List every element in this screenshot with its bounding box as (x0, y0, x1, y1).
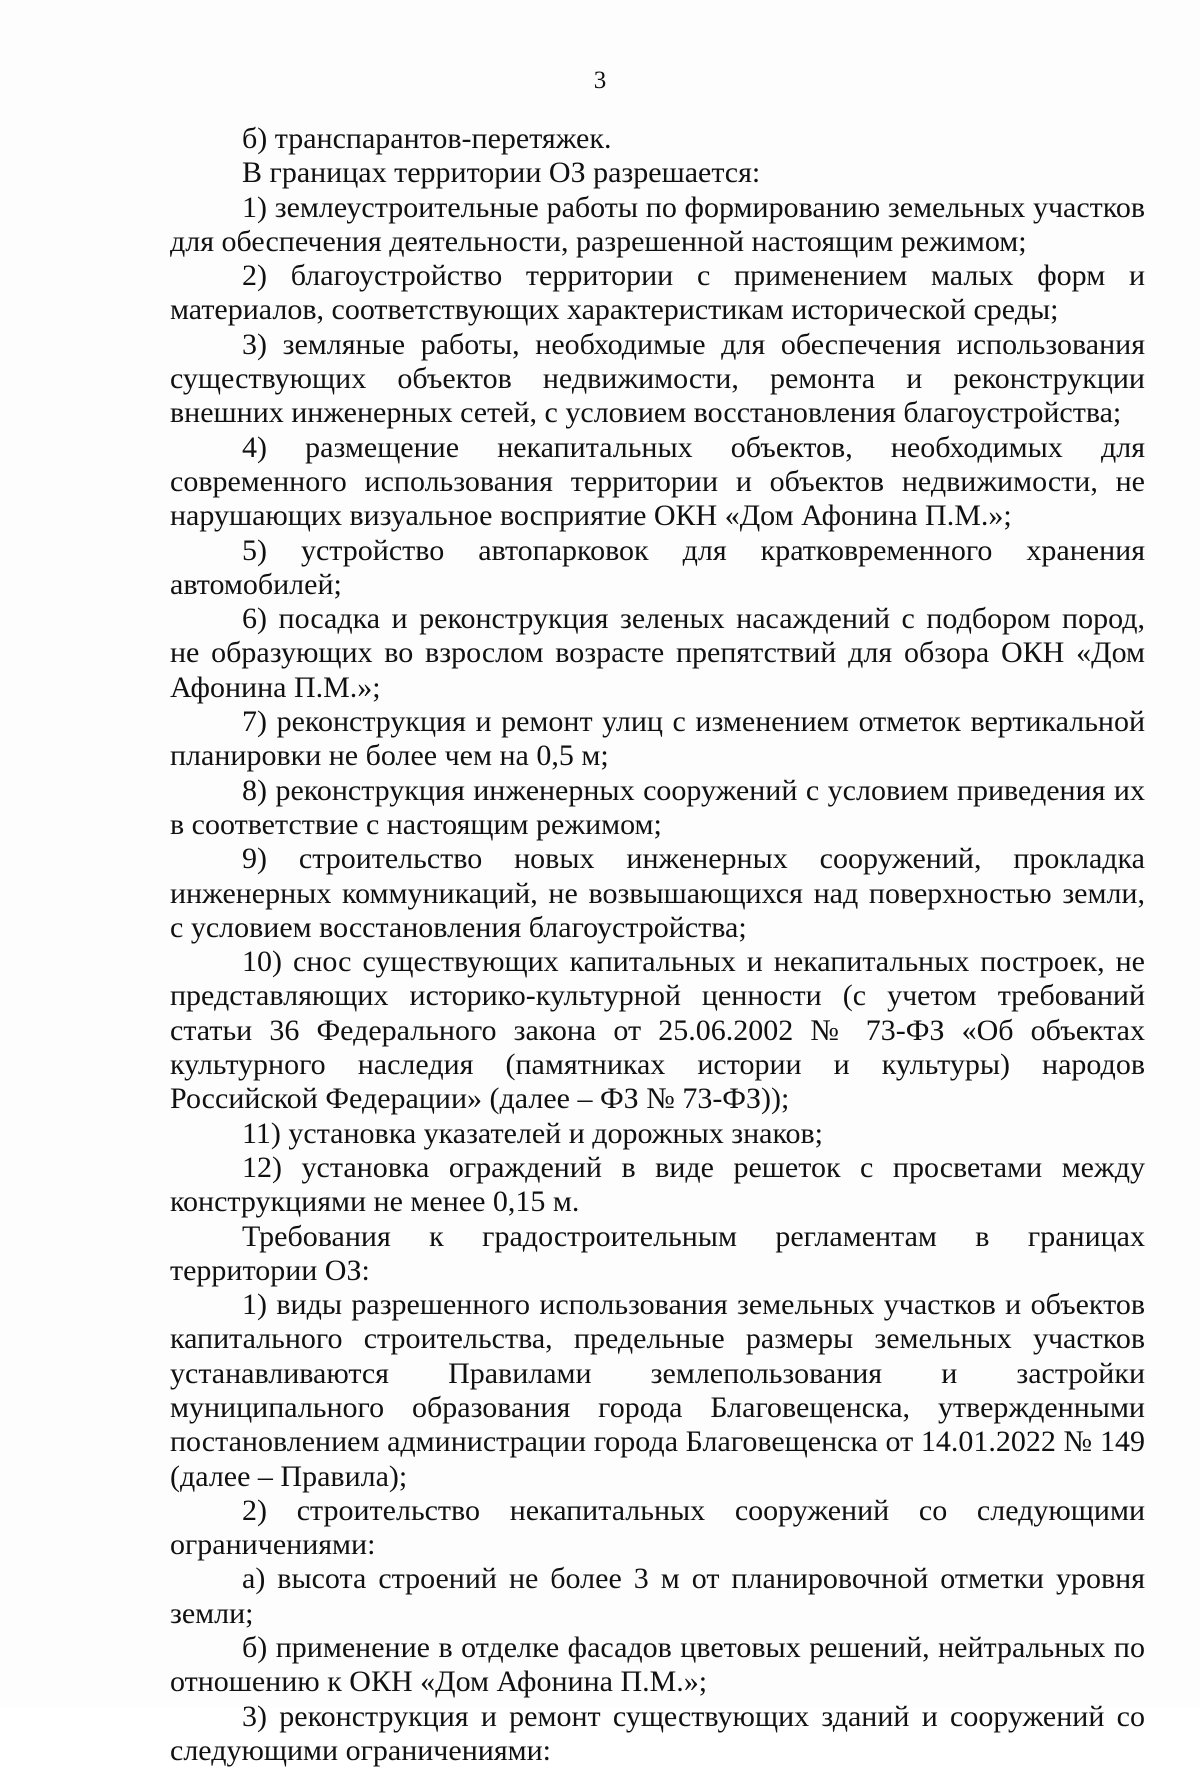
paragraph: 9) строительство новых инженерных сооружений, прокладка инженерных коммуникаций, не возвышающихся над поверхностью земли, с условием восстановления благоустройства; (170, 842, 1145, 944)
page-number: 3 (593, 67, 607, 94)
paragraph: 3) реконструкция и ремонт существующих зданий и сооружений со следующими ограничениями: (170, 1699, 1145, 1767)
paragraph: 1) виды разрешенного использования земельных участков и объектов капитального строительства, предельные размеры земельных участков устанавливаются Правилами землепользования и застройки муниципального образования города Благовещенска, утвержденными постановлением администрации города Благовещенска от 14.01.2022 № 149 (далее – Правила); (170, 1288, 1145, 1493)
paragraph: 3) земляные работы, необходимые для обеспечения использования существующих объектов недвижимости, ремонта и реконструкции внешних инженерных сетей, с условием восстановления благоустройства; (170, 327, 1145, 430)
paragraph: 2) благоустройство территории с применением малых форм и материалов, соответствующих характеристикам исторической среды; (170, 259, 1145, 327)
paragraph: 10) снос существующих капитальных и некапитальных построек, не представляющих историко-культурной ценности (с учетом требований статьи 36 Федерального закона от 25.06.2002 № 73-ФЗ «Об объектах культурного наследия (памятниках истории и культуры) народов Российской Федерации» (далее – ФЗ № 73-ФЗ)); (170, 945, 1145, 1116)
paragraph: б) транспарантов-перетяжек. (242, 122, 612, 155)
paragraph: 6) посадка и реконструкция зеленых насаждений с подбором пород, не образующих во взрослом возрасте препятствий для обзора ОКН «Дом Афонина П.М.»; (170, 602, 1145, 704)
paragraph: 4) размещение некапитальных объектов, необходимых для современного использования территории и объектов недвижимости, не нарушающих визуальное восприятие ОКН «Дом Афонина П.М.»; (170, 430, 1145, 533)
document-body (170, 122, 1145, 1768)
paragraph: а) высота строений не более 3 м от планировочной отметки уровня земли; (170, 1562, 1145, 1630)
paragraph: В границах территории ОЗ разрешается: (242, 156, 761, 190)
paragraph: 8) реконструкция инженерных сооружений с условием приведения их в соответствие с настоящим режимом; (170, 773, 1145, 841)
paragraph: 2) строительство некапитальных сооружений со следующими ограничениями: (170, 1493, 1145, 1562)
paragraph: 12) установка ограждений в виде решеток с просветами между конструкциями не менее 0,15 м. (170, 1150, 1145, 1219)
paragraph: 1) землеустроительные работы по формированию земельных участков для обеспечения деятельности, разрешенной настоящим режимом; (170, 190, 1145, 258)
paragraph: 11) установка указателей и дорожных знаков; (242, 1116, 824, 1150)
paragraph: б) применение в отделке фасадов цветовых решений, нейтральных по отношению к ОКН «Дом Афонина П.М.»; (170, 1631, 1145, 1699)
paragraph: 5) устройство автопарковок для кратковременного хранения автомобилей; (170, 533, 1145, 601)
paragraph: Требования к градостроительным регламентам в границах территории ОЗ: (170, 1219, 1145, 1287)
paragraph: 7) реконструкция и ремонт улиц с изменением отметок вертикальной планировки не более чем на 0,5 м; (170, 705, 1145, 773)
